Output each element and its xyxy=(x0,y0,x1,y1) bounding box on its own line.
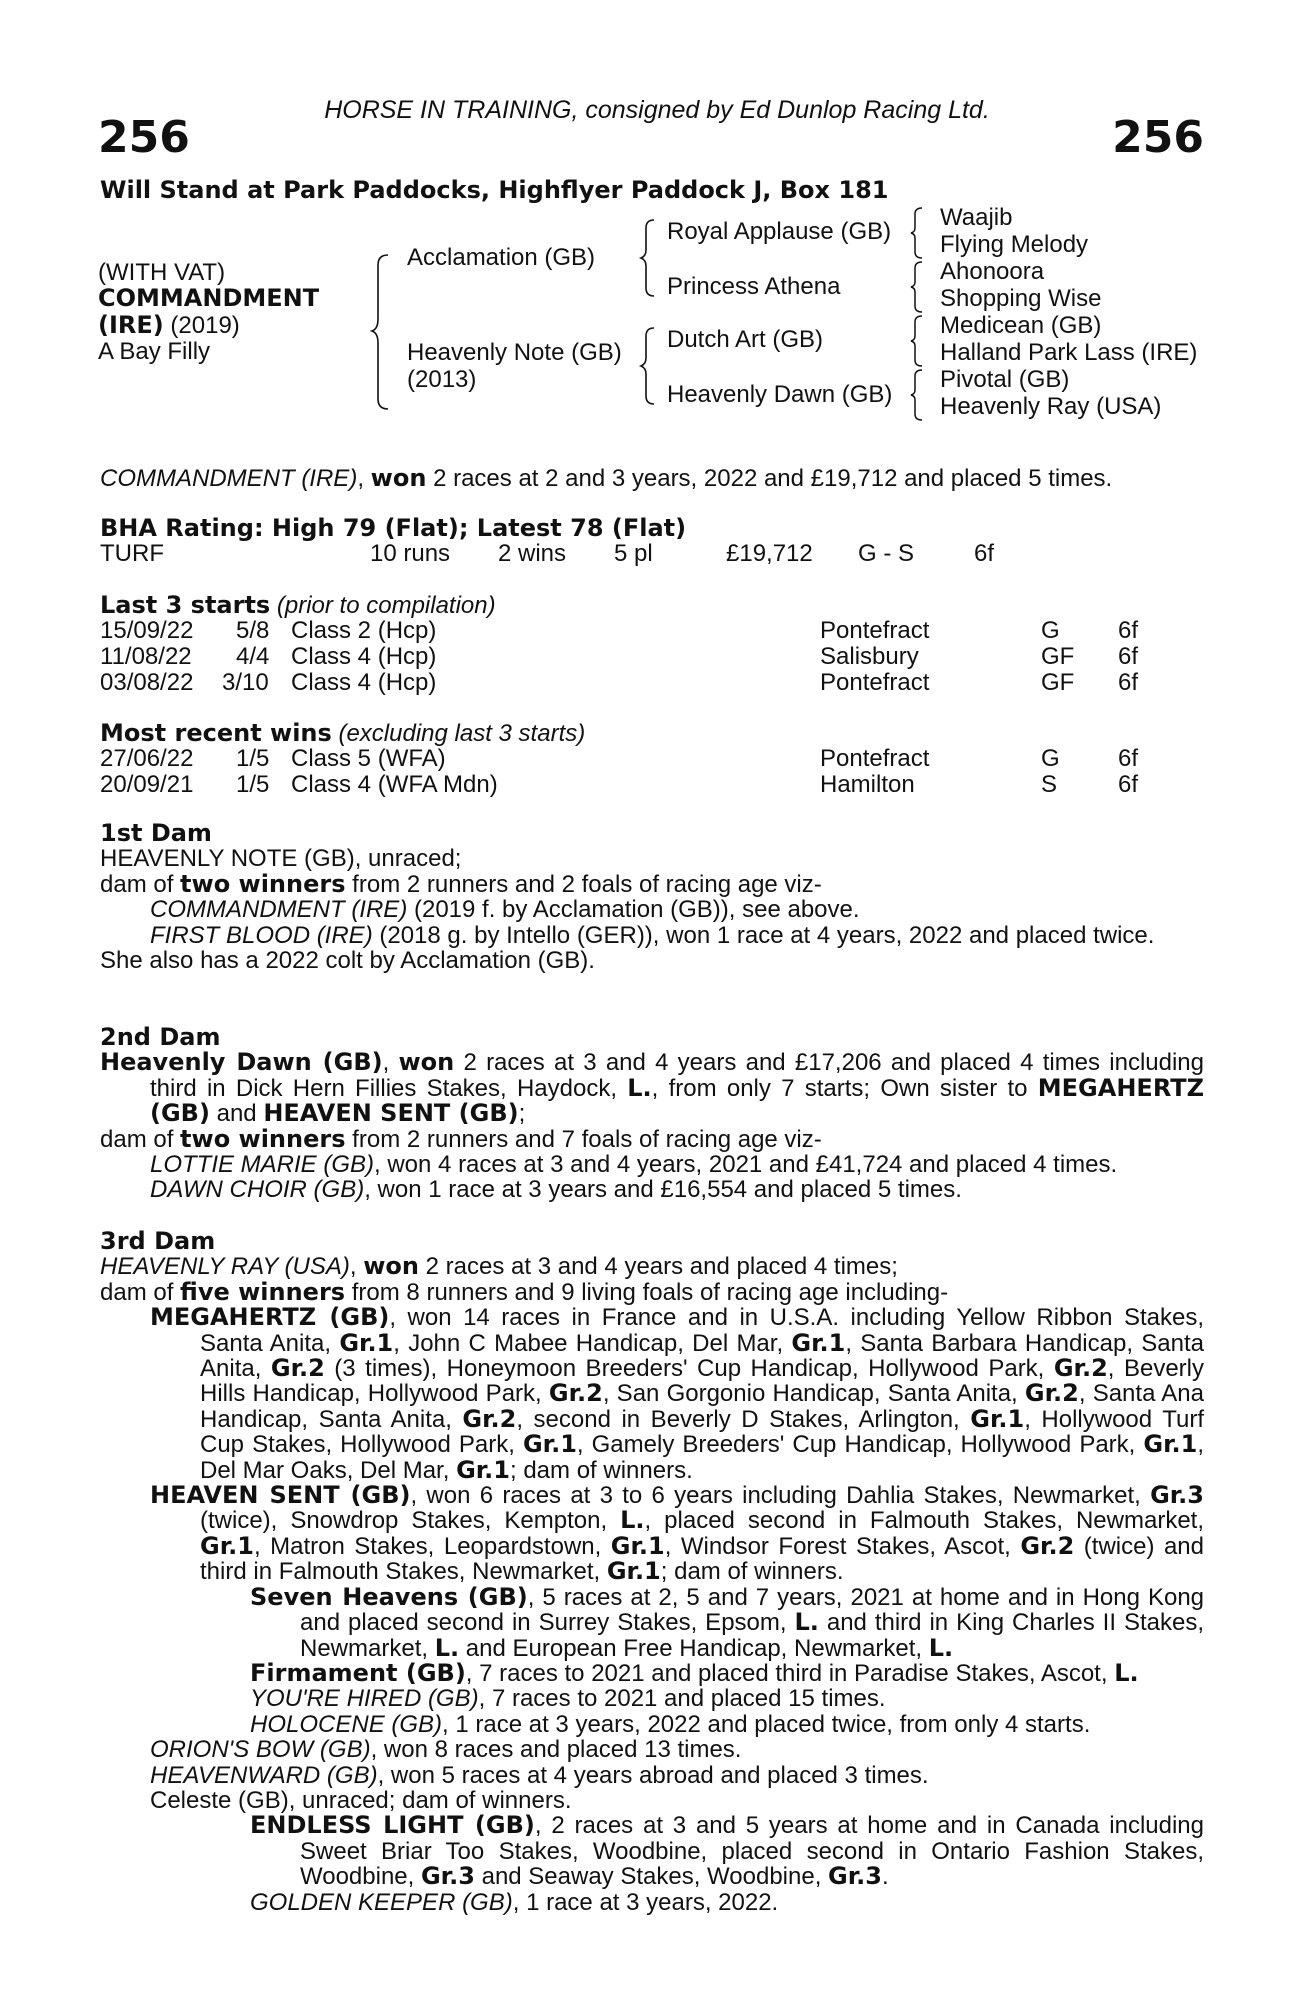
text: , 2 races at 3 and 5 years at home and in Canada including Sweet Briar Too Stakes, Woodbine, placed second in Ontario Fashion Stakes, Woodbine, xyxy=(300,1812,1205,1891)
summary-text: 2 races at 2 and 3 years, 2022 and £19,712 and placed 5 times. xyxy=(426,465,1113,492)
horse-name: COMMANDMENT xyxy=(98,284,320,312)
second-dam-section xyxy=(100,1025,1204,1203)
listed-mark: L. xyxy=(928,1633,954,1662)
listed-mark: L. xyxy=(627,1073,652,1102)
foal-text: (2019 f. by Acclamation (GB)), see above. xyxy=(407,896,860,924)
text: and Seaway Stakes, Woodbine, xyxy=(474,1863,829,1891)
text: dam of xyxy=(100,1125,181,1153)
second-dam-foal-2 xyxy=(100,1177,1204,1202)
consignor-header: HORSE IN TRAINING, consigned by Ed Dunlop Racing Ltd. xyxy=(324,96,990,124)
text-bold: five winners xyxy=(180,1277,346,1306)
foal-name: GOLDEN KEEPER (GB) xyxy=(250,1888,513,1916)
grade: Gr.1 xyxy=(200,1531,254,1560)
text: dam of xyxy=(100,1278,181,1306)
dam-name: Heavenly Dawn (GB) xyxy=(100,1048,383,1077)
foal-name: ENDLESS LIGHT (GB) xyxy=(250,1811,535,1840)
row-class: Class 4 (Hcp) xyxy=(291,643,437,670)
pedigree-dam-sire: Dutch Art (GB) xyxy=(667,326,824,353)
row-date: 27/06/22 xyxy=(100,745,194,772)
foal-text: (2018 g. by Intello (GER)), won 1 race at 4 years, 2022 and placed twice. xyxy=(372,921,1155,949)
pedigree-bracket-main xyxy=(370,253,390,413)
horse-country: (IRE) xyxy=(98,311,164,339)
text: , 7 races to 2021 and placed 15 times. xyxy=(478,1685,886,1713)
text: . xyxy=(881,1863,889,1891)
sibling-name: HEAVEN SENT (GB) xyxy=(263,1099,519,1128)
grade: Gr.3 xyxy=(420,1862,475,1891)
text: , won 5 races at 4 years abroad and placed 3 times. xyxy=(377,1761,929,1789)
text: ; dam of winners. xyxy=(510,1456,693,1484)
row-position: 1/5 xyxy=(236,745,270,772)
grade: Gr.2 xyxy=(270,1354,325,1383)
summary-name: COMMANDMENT (IRE) xyxy=(100,465,358,492)
first-dam-heading: 1st Dam xyxy=(100,819,212,847)
pedigree-dam-year: (2013) xyxy=(407,366,477,393)
grade: Gr.1 xyxy=(1143,1430,1198,1459)
text: from 2 runners and 7 foals of racing age viz- xyxy=(345,1125,822,1153)
row-class: Class 5 (WFA) xyxy=(291,745,446,772)
text: , xyxy=(349,1253,364,1281)
grade: Gr.2 xyxy=(1020,1531,1075,1560)
row-distance: 6f xyxy=(1118,617,1139,644)
last-starts-heading: Last 3 starts xyxy=(100,591,271,619)
recent-wins-heading: Most recent wins xyxy=(100,719,332,747)
foal-holocene xyxy=(100,1712,1204,1737)
row-course: Hamilton xyxy=(820,771,915,798)
pedigree-bracket-dam xyxy=(640,326,656,406)
foal-name: Firmament (GB) xyxy=(250,1658,466,1687)
foal-name: HOLOCENE (GB) xyxy=(250,1710,443,1738)
pedigree-bracket-gg3 xyxy=(910,314,924,368)
row-distance: 6f xyxy=(1118,669,1139,696)
row-going: GF xyxy=(1041,643,1075,670)
first-dam-foal-2 xyxy=(100,923,1204,948)
second-dam-heading: 2nd Dam xyxy=(100,1023,221,1051)
text: dam of xyxy=(100,870,181,898)
row-position: 4/4 xyxy=(236,643,270,670)
text-bold: two winners xyxy=(180,1124,346,1153)
third-dam-heading: 3rd Dam xyxy=(100,1227,216,1255)
foal-name: COMMANDMENT (IRE) xyxy=(150,896,408,924)
summary-comma: , xyxy=(357,465,371,492)
text: and third in King Charles II Stakes, Newmarket, xyxy=(300,1609,1204,1662)
text: ; xyxy=(518,1100,526,1128)
text: , Hollywood Turf Cup Stakes, Hollywood Park, xyxy=(200,1405,1204,1459)
foal-name: DAWN CHOIR (GB) xyxy=(150,1176,365,1204)
second-dam-produce xyxy=(100,1124,1204,1153)
pedigree-ggp-1: Waajib xyxy=(940,204,1013,231)
first-dam-produce xyxy=(100,869,1204,898)
foal-youre-hired xyxy=(100,1686,1204,1711)
text: , won 14 races in France and in U.S.A. including Yellow Ribbon Stakes, Santa Anita, xyxy=(200,1304,1204,1357)
vat-label: (WITH VAT) xyxy=(98,259,226,286)
row-going: S xyxy=(1041,771,1058,798)
text: 2 races at 3 and 4 years and placed 4 times; xyxy=(418,1253,898,1281)
grade: Gr.1 xyxy=(970,1404,1025,1433)
grade: Gr.3 xyxy=(828,1862,882,1891)
bha-rating: BHA Rating: High 79 (Flat); Latest 78 (Flat) xyxy=(100,514,687,542)
grade: Gr.1 xyxy=(606,1557,661,1586)
row-going: G xyxy=(1041,617,1060,644)
text: , 1 race at 3 years, 2022. xyxy=(512,1888,779,1916)
text: , Matron Stakes, Leopardstown, xyxy=(253,1532,611,1560)
foal-name: MEGAHERTZ (GB) xyxy=(150,1303,390,1332)
text: and xyxy=(209,1100,264,1128)
row-date: 03/08/22 xyxy=(100,669,194,696)
text: , Santa Barbara Handicap, Santa Anita, xyxy=(200,1329,1204,1383)
first-dam-note: She also has a 2022 colt by Acclamation (GB). xyxy=(100,947,595,975)
third-dam-produce xyxy=(100,1277,1204,1306)
turf-distance: 6f xyxy=(974,540,995,567)
text: (3 times), Honeymoon Breeders' Cup Handicap, Hollywood Park, xyxy=(324,1355,1054,1383)
text: (twice), Snowdrop Stakes, Kempton, xyxy=(200,1507,621,1535)
horse-suffix-year xyxy=(98,311,240,340)
race-summary xyxy=(100,464,1112,493)
pedigree-sire-dam: Princess Athena xyxy=(667,273,841,300)
grade: Gr.2 xyxy=(462,1404,517,1433)
turf-runs: 10 runs xyxy=(370,540,451,567)
pedigree-ggp-4: Shopping Wise xyxy=(940,285,1102,312)
foal-name: HEAVENWARD (GB) xyxy=(150,1761,378,1789)
pedigree-bracket-sire xyxy=(640,218,656,298)
text: , placed second in Falmouth Stakes, Newmarket, xyxy=(644,1507,1205,1535)
foal-golden-keeper xyxy=(100,1890,1204,1915)
foal-seven-heavens xyxy=(100,1582,1205,1662)
grade: Gr.1 xyxy=(791,1328,846,1357)
foal-name: HEAVEN SENT (GB) xyxy=(150,1481,411,1510)
row-going: G xyxy=(1041,745,1060,772)
foal-megahertz xyxy=(100,1305,1204,1483)
recent-wins-note: (excluding last 3 starts) xyxy=(331,720,586,747)
text: , 1 race at 3 years, 2022 and placed twice, from only 4 starts. xyxy=(442,1710,1091,1738)
foal-name: LOTTIE MARIE (GB) xyxy=(150,1151,375,1179)
foal-name: ORION'S BOW (GB) xyxy=(150,1736,371,1764)
text: , Beverly Hills Handicap, Hollywood Park, xyxy=(200,1355,1204,1408)
summary-won: won xyxy=(370,464,427,492)
listed-mark: L. xyxy=(620,1506,645,1535)
grade: Gr.2 xyxy=(1024,1379,1079,1408)
pedigree-sire: Acclamation (GB) xyxy=(407,244,596,271)
text: , Gamely Breeders' Cup Handicap, Hollywood Park, xyxy=(576,1431,1144,1459)
row-course: Pontefract xyxy=(820,669,930,696)
third-dam-section xyxy=(100,1229,1204,1915)
pedigree-dam-dam: Heavenly Dawn (GB) xyxy=(667,381,893,408)
first-dam-line: HEAVENLY NOTE (GB), unraced; xyxy=(100,845,462,873)
pedigree-bracket-gg1 xyxy=(910,206,924,260)
row-position: 3/10 xyxy=(222,669,269,696)
text: , John C Mabee Handicap, Del Mar, xyxy=(393,1329,792,1357)
row-course: Pontefract xyxy=(820,745,930,772)
foal-celeste: Celeste (GB), unraced; dam of winners. xyxy=(150,1786,572,1814)
foal-name: Seven Heavens (GB) xyxy=(250,1582,528,1611)
text: , won 6 races at 3 to 6 years including Dahlia Stakes, Newmarket, xyxy=(410,1482,1151,1510)
text: , Santa Ana Handicap, Santa Anita, xyxy=(200,1380,1204,1433)
row-position: 1/5 xyxy=(236,771,270,798)
pedigree-bracket-gg4 xyxy=(910,368,924,422)
foal-firmament xyxy=(100,1658,1204,1687)
listed-mark: L. xyxy=(434,1633,460,1662)
grade: Gr.3 xyxy=(1150,1481,1204,1510)
text-bold: won xyxy=(398,1048,455,1077)
text: (twice) and third in Falmouth Stakes, Newmarket, xyxy=(200,1532,1205,1586)
text: , xyxy=(382,1049,399,1077)
pedigree-ggp-8: Heavenly Ray (USA) xyxy=(940,393,1162,420)
stand-location: Will Stand at Park Paddocks, Highflyer Paddock J, Box 181 xyxy=(100,176,889,204)
last-starts-title xyxy=(100,591,496,620)
turf-earnings: £19,712 xyxy=(726,540,813,567)
text: , second in Beverly D Stakes, Arlington, xyxy=(516,1405,971,1433)
row-date: 11/08/22 xyxy=(100,643,192,670)
text: from 2 runners and 2 foals of racing age viz- xyxy=(345,870,822,898)
row-going: GF xyxy=(1041,669,1075,696)
grade: Gr.1 xyxy=(339,1328,394,1357)
third-dam-record xyxy=(100,1254,1204,1279)
row-class: Class 4 (Hcp) xyxy=(291,669,437,696)
pedigree-ggp-2: Flying Melody xyxy=(940,231,1089,258)
pedigree-sire-sire: Royal Applause (GB) xyxy=(667,218,892,245)
row-date: 20/09/21 xyxy=(100,771,194,798)
grade: Gr.1 xyxy=(610,1531,665,1560)
text: , San Gorgonio Handicap, Santa Anita, xyxy=(602,1380,1025,1408)
text: ; dam of winners. xyxy=(660,1558,844,1586)
sibling-name: MEGAHERTZ (GB) xyxy=(150,1073,1204,1128)
foal-orions-bow xyxy=(100,1737,1204,1762)
row-date: 15/09/22 xyxy=(100,617,194,644)
turf-surface: TURF xyxy=(100,540,164,567)
listed-mark: L. xyxy=(1114,1658,1139,1687)
turf-going: G - S xyxy=(858,540,915,567)
text-bold: won xyxy=(363,1252,419,1281)
row-class: Class 4 (WFA Mdn) xyxy=(291,771,498,798)
turf-wins: 2 wins xyxy=(498,540,567,567)
lot-number-left: 256 xyxy=(98,112,190,163)
foal-text: , won 1 race at 3 years and £16,554 and placed 5 times. xyxy=(364,1176,962,1204)
foal-heaven-sent xyxy=(100,1483,1204,1585)
row-distance: 6f xyxy=(1118,745,1139,772)
foal-name: FIRST BLOOD (IRE) xyxy=(150,921,373,949)
text: , won 8 races and placed 13 times. xyxy=(370,1736,742,1764)
horse-description: A Bay Filly xyxy=(98,338,211,365)
text: , Del Mar Oaks, Del Mar, xyxy=(200,1431,1204,1484)
row-course: Salisbury xyxy=(820,643,919,670)
lot-number-right: 256 xyxy=(1112,112,1204,163)
foal-text: , won 4 races at 3 and 4 years, 2021 and £41,724 and placed 4 times. xyxy=(374,1151,1118,1179)
pedigree-ggp-6: Halland Park Lass (IRE) xyxy=(940,339,1198,366)
second-dam-foal-1 xyxy=(100,1152,1204,1177)
pedigree-ggp-5: Medicean (GB) xyxy=(940,312,1102,339)
row-distance: 6f xyxy=(1118,643,1139,670)
row-class: Class 2 (Hcp) xyxy=(291,617,437,644)
text: and European Free Handicap, Newmarket, xyxy=(459,1634,929,1662)
text: , from only 7 starts; Own sister to xyxy=(651,1074,1038,1102)
text: 2 races at 3 and 4 years and £17,206 and placed 4 times including third in Dick Hern Fillies Stakes, Haydock, xyxy=(150,1049,1205,1102)
listed-mark: L. xyxy=(794,1608,819,1637)
first-dam-section xyxy=(100,821,1204,973)
pedigree-bracket-gg2 xyxy=(910,260,924,314)
first-dam-foal-1 xyxy=(100,897,1204,922)
row-distance: 6f xyxy=(1118,771,1139,798)
second-dam-record xyxy=(100,1050,1204,1126)
grade: Gr.1 xyxy=(456,1455,510,1484)
text: , Windsor Forest Stakes, Ascot, xyxy=(664,1532,1021,1560)
turf-placed: 5 pl xyxy=(614,540,653,567)
grade: Gr.2 xyxy=(548,1379,603,1408)
grade: Gr.2 xyxy=(1053,1354,1108,1383)
horse-year: (2019) xyxy=(163,312,240,339)
last-starts-note: (prior to compilation) xyxy=(270,592,496,619)
pedigree-ggp-3: Ahonoora xyxy=(940,258,1045,285)
row-course: Pontefract xyxy=(820,617,930,644)
text: from 8 runners and 9 living foals of racing age including- xyxy=(345,1278,949,1306)
foal-heavenward xyxy=(100,1763,1204,1788)
recent-wins-title xyxy=(100,719,585,748)
text-bold: two winners xyxy=(180,869,346,898)
dam-name: HEAVENLY RAY (USA) xyxy=(100,1253,350,1281)
grade: Gr.1 xyxy=(522,1430,577,1459)
foal-name: YOU'RE HIRED (GB) xyxy=(250,1685,479,1713)
pedigree-ggp-7: Pivotal (GB) xyxy=(940,366,1070,393)
row-position: 5/8 xyxy=(236,617,270,644)
text: , 7 races to 2021 and placed third in Paradise Stakes, Ascot, xyxy=(465,1659,1115,1687)
text: , 5 races at 2, 5 and 7 years, 2021 at home and in Hong Kong and placed second in Surrey Stakes, Epsom, xyxy=(300,1583,1205,1637)
pedigree-dam: Heavenly Note (GB) xyxy=(407,339,622,366)
foal-endless-light xyxy=(100,1813,1204,1889)
